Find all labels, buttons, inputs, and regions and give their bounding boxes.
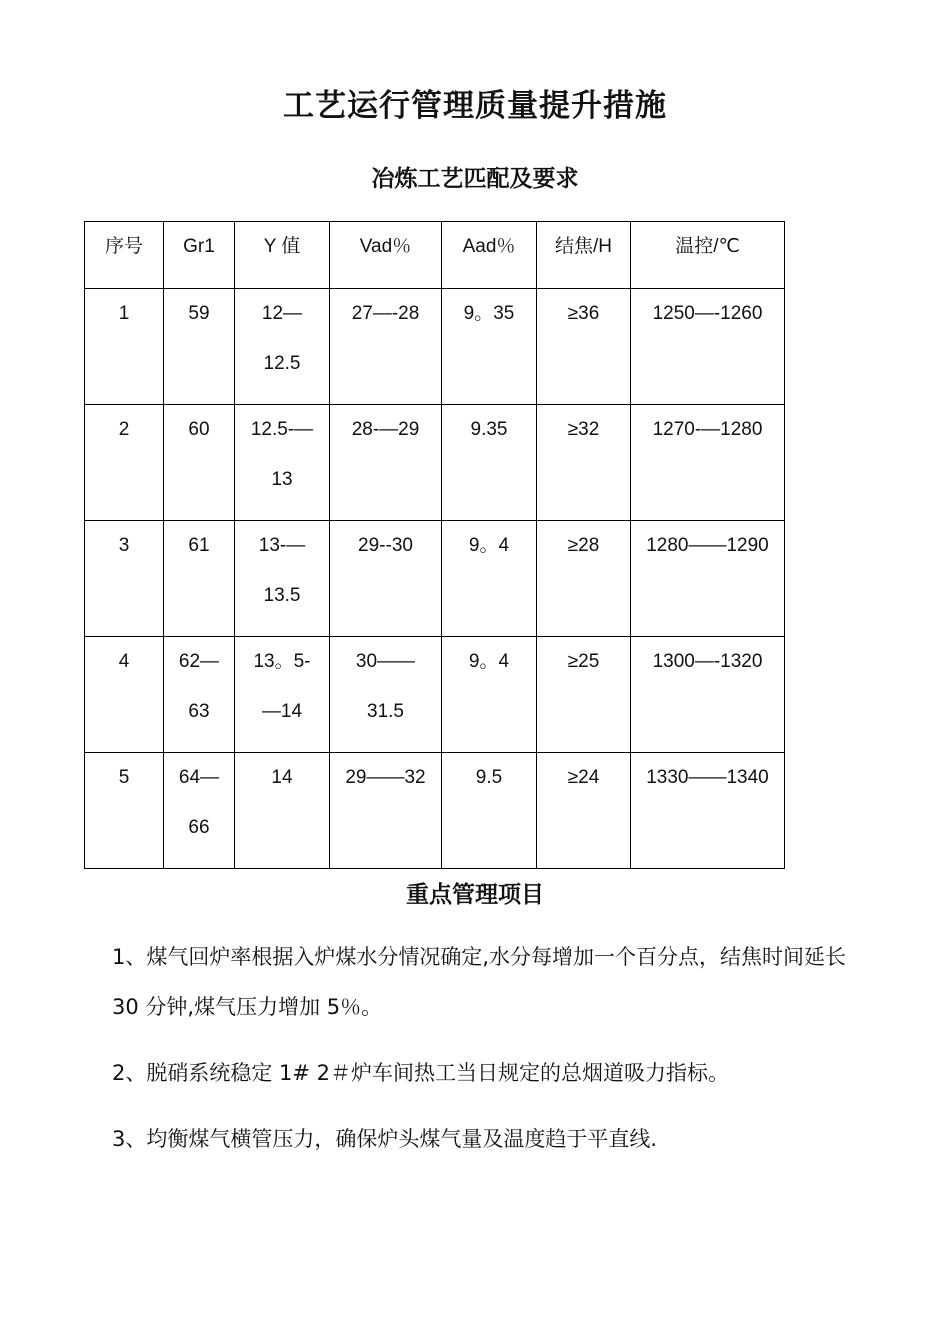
column-header-aad: Aad％	[442, 222, 537, 289]
table-cell: 27—-28	[330, 289, 442, 405]
table-cell: ≥25	[537, 637, 631, 753]
table-cell: 13。5- —14	[235, 637, 330, 753]
table-cell: 2	[85, 405, 164, 521]
column-header-index: 序号	[85, 222, 164, 289]
process-requirements-table	[84, 221, 785, 869]
table-cell: 64— 66	[164, 753, 235, 869]
table-cell: 1270-—1280	[631, 405, 785, 521]
table-cell: 9。4	[442, 637, 537, 753]
column-header-gr1: Gr1	[164, 222, 235, 289]
table-cell: 12— 12.5	[235, 289, 330, 405]
table-cell: 1330——1340	[631, 753, 785, 869]
paragraph-item-3: 3、均衡煤气横管压力，确保炉头煤气量及温度趋于平直线.	[112, 1127, 658, 1151]
table-cell: 14	[235, 753, 330, 869]
paragraph-item-2: 2、脱硝系统稳定 1# 2＃炉车间热工当日规定的总烟道吸力指标。	[112, 1061, 730, 1085]
table-cell: 29--30	[330, 521, 442, 637]
table-cell: 1250—-1260	[631, 289, 785, 405]
table-cell: 30—— 31.5	[330, 637, 442, 753]
column-header-y-value: Y 值	[235, 222, 330, 289]
table-cell: ≥36	[537, 289, 631, 405]
table-cell: 62— 63	[164, 637, 235, 753]
table-cell: 61	[164, 521, 235, 637]
table-cell: 3	[85, 521, 164, 637]
column-header-temperature: 温控/℃	[631, 222, 785, 289]
table-cell: 9。35	[442, 289, 537, 405]
table-cell: 9。4	[442, 521, 537, 637]
table-cell: ≥24	[537, 753, 631, 869]
table-cell: 4	[85, 637, 164, 753]
table-row	[85, 289, 785, 405]
table-cell: 29——32	[330, 753, 442, 869]
table-cell: 9.5	[442, 753, 537, 869]
table-cell: ≥32	[537, 405, 631, 521]
paragraph-item-1: 1、煤气回炉率根据入炉煤水分情况确定,水分每增加一个百分点，结焦时间延长 30 分钟,煤气压力增加 5％。	[112, 945, 847, 1019]
table-row	[85, 405, 785, 521]
table-cell: 5	[85, 753, 164, 869]
table-cell: 12.5-— 13	[235, 405, 330, 521]
table-cell: 28-—29	[330, 405, 442, 521]
table-cell: 13-— 13.5	[235, 521, 330, 637]
table-cell: 1280——1290	[631, 521, 785, 637]
table-row	[85, 753, 785, 869]
column-header-vad: Vad％	[330, 222, 442, 289]
table-cell: 59	[164, 289, 235, 405]
table-cell: 1300—-1320	[631, 637, 785, 753]
page-title: 工艺运行管理质量提升措施	[283, 88, 667, 124]
table-header-row	[85, 222, 785, 289]
section-title-key-management: 重点管理项目	[406, 882, 544, 908]
table-cell: 9.35	[442, 405, 537, 521]
table-cell: 1	[85, 289, 164, 405]
table-cell: ≥28	[537, 521, 631, 637]
table-row	[85, 521, 785, 637]
section-title-process-matching: 冶炼工艺匹配及要求	[371, 166, 579, 192]
table-cell: 60	[164, 405, 235, 521]
column-header-coking-time: 结焦/H	[537, 222, 631, 289]
table-row	[85, 637, 785, 753]
